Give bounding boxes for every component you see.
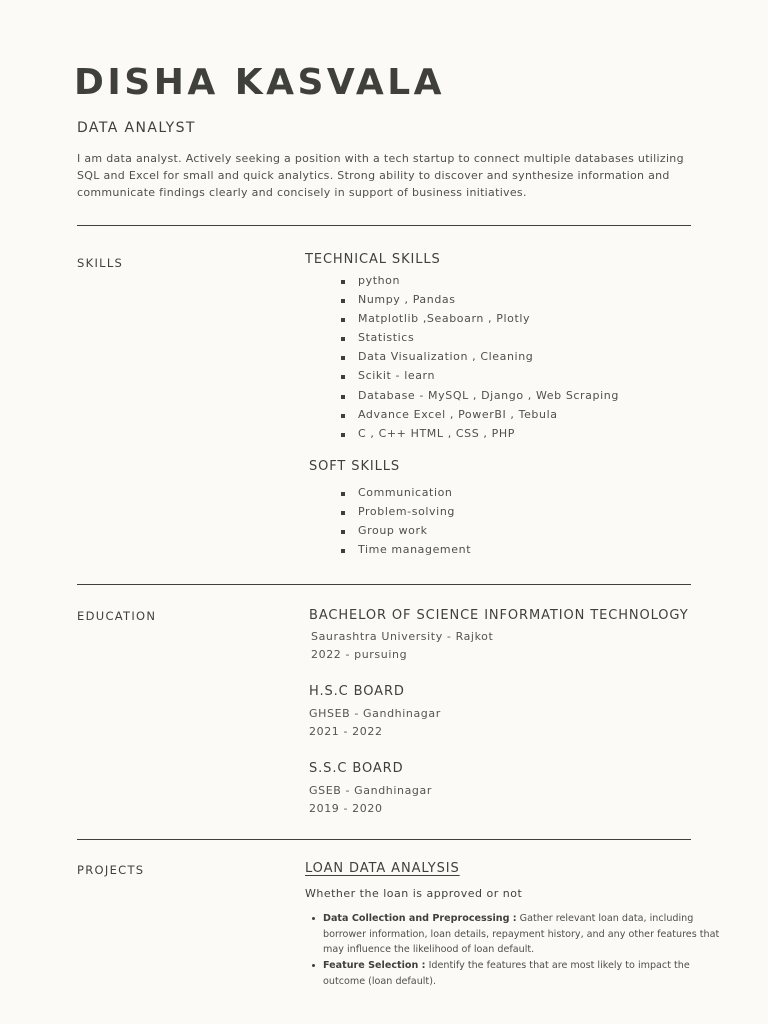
skill-text: Statistics bbox=[358, 331, 415, 345]
bullet-icon bbox=[341, 318, 345, 322]
skill-text: Problem-solving bbox=[358, 505, 455, 519]
skill-text: Time management bbox=[358, 543, 472, 557]
bullet-icon bbox=[341, 375, 345, 379]
projects-section-label: PROJECTS bbox=[77, 863, 145, 877]
bullet-icon bbox=[341, 337, 345, 341]
list-item bbox=[341, 350, 619, 369]
section-divider bbox=[77, 839, 691, 840]
section-divider bbox=[77, 225, 691, 226]
skill-text: Matplotlib ,Seaboarn , Plotly bbox=[358, 312, 531, 326]
project-item-heading: Feature Selection : bbox=[323, 960, 426, 972]
section-divider bbox=[77, 584, 691, 585]
bullet-icon bbox=[341, 549, 345, 553]
bullet-icon bbox=[341, 395, 345, 399]
soft-skills-list bbox=[341, 486, 471, 562]
list-item bbox=[341, 524, 471, 543]
education-section-label: EDUCATION bbox=[77, 609, 157, 623]
bullet-icon bbox=[341, 433, 345, 437]
list-item bbox=[310, 958, 720, 989]
education-institution: GHSEB - Gandhinagar bbox=[309, 707, 441, 720]
education-years: 2021 - 2022 bbox=[309, 725, 383, 738]
skill-text: Advance Excel , PowerBI , Tebula bbox=[358, 407, 558, 421]
skills-section-label: SKILLS bbox=[77, 256, 124, 270]
education-years: 2019 - 2020 bbox=[309, 802, 383, 815]
list-item bbox=[341, 293, 619, 312]
list-item bbox=[341, 486, 471, 505]
skill-text: python bbox=[358, 274, 401, 287]
bullet-icon bbox=[341, 280, 345, 284]
project-item-text: Identify the features that are most likely to impact the outcome (loan default). bbox=[323, 960, 690, 987]
bullet-icon bbox=[341, 356, 345, 360]
skill-text: Scikit - learn bbox=[358, 369, 436, 383]
bullet-icon bbox=[312, 964, 315, 967]
education-institution: Saurashtra University - Rajkot bbox=[311, 630, 494, 643]
technical-skills-heading: TECHNICAL SKILLS bbox=[305, 252, 441, 267]
list-item bbox=[310, 911, 720, 958]
skill-text: Numpy , Pandas bbox=[358, 293, 456, 307]
candidate-name: DISHA KASVALA bbox=[74, 62, 445, 103]
project-subtitle: Whether the loan is approved or not bbox=[305, 887, 523, 900]
profile-summary: I am data analyst. Actively seeking a position with a tech startup to connect multiple databases utilizing SQL and Excel for small and quick analytics. Strong ability to discover and synthesize information and communicate findings clearly and concisely in support of business initiatives. bbox=[77, 152, 684, 199]
bullet-icon bbox=[341, 511, 345, 515]
education-institution: GSEB - Gandhinagar bbox=[309, 784, 432, 797]
bullet-icon bbox=[312, 917, 315, 920]
education-degree: BACHELOR OF SCIENCE INFORMATION TECHNOLOGY bbox=[309, 608, 689, 623]
list-item bbox=[341, 312, 619, 331]
project-details-list bbox=[310, 911, 720, 990]
education-degree: S.S.C BOARD bbox=[309, 761, 404, 776]
bullet-icon bbox=[341, 414, 345, 418]
skill-text: Communication bbox=[358, 486, 453, 499]
skill-text: C , C++ HTML , CSS , PHP bbox=[358, 426, 515, 440]
list-item bbox=[341, 408, 619, 427]
list-item bbox=[341, 427, 619, 446]
bullet-icon bbox=[341, 299, 345, 303]
list-item bbox=[341, 331, 619, 350]
technical-skills-list bbox=[341, 274, 619, 446]
project-item-text: Gather relevant loan data, including borrower information, loan details, repayment history, and any other features that may influence the likelihood of loan default. bbox=[323, 913, 720, 956]
education-years: 2022 - pursuing bbox=[311, 648, 408, 661]
soft-skills-heading: SOFT SKILLS bbox=[309, 459, 401, 474]
education-degree: H.S.C BOARD bbox=[309, 684, 405, 699]
list-item bbox=[341, 543, 471, 562]
list-item bbox=[341, 505, 471, 524]
bullet-icon bbox=[341, 492, 345, 496]
project-title: LOAN DATA ANALYSIS bbox=[305, 861, 460, 876]
skill-text: Database - MySQL , Django , Web Scraping bbox=[358, 388, 619, 402]
project-item-heading: Data Collection and Preprocessing : bbox=[323, 913, 517, 924]
skill-text: Data Visualization , Cleaning bbox=[358, 350, 534, 364]
list-item bbox=[341, 274, 619, 293]
job-title: DATA ANALYST bbox=[77, 120, 196, 136]
bullet-icon bbox=[341, 530, 345, 534]
list-item bbox=[341, 369, 619, 388]
skill-text: Group work bbox=[358, 524, 428, 538]
list-item bbox=[341, 389, 619, 408]
